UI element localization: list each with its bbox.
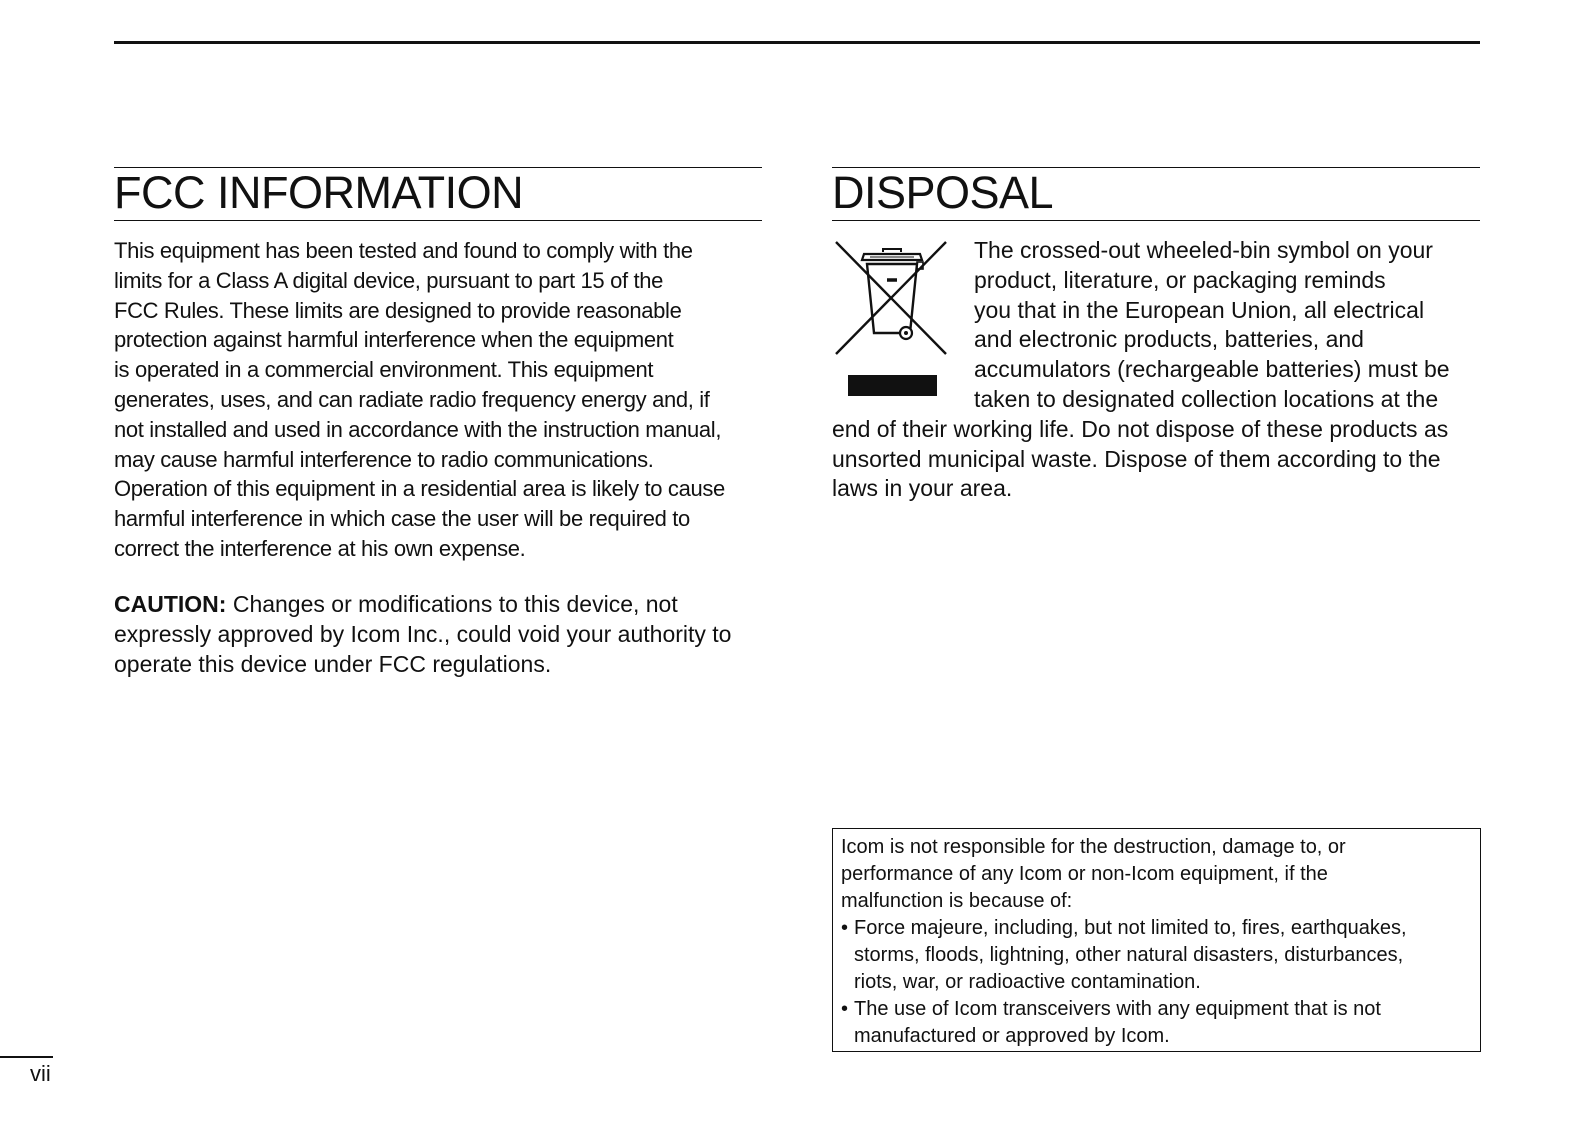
notice-list <box>841 915 1480 1050</box>
fcc-line: Operation of this equipment in a residential area is likely to cause <box>114 476 725 502</box>
page-number: vii <box>30 1061 51 1086</box>
fcc-title: FCC INFORMATION <box>114 167 524 218</box>
notice-line: The use of Icom transceivers with any equipment that is not <box>854 998 1381 1020</box>
disposal-line: accumulators (rechargeable batteries) must be <box>974 356 1450 383</box>
notice-line: manufactured or approved by Icom. <box>854 1025 1170 1047</box>
disposal-line: end of their working life. Do not dispose of these products as <box>832 415 1449 442</box>
disposal-line: and electronic products, batteries, and <box>974 326 1364 353</box>
notice-line: Force majeure, including, but not limited to, fires, earthquakes, <box>854 917 1407 939</box>
liability-notice-box <box>832 828 1481 1052</box>
disposal-line: product, literature, or packaging reminds <box>974 266 1386 293</box>
notice-line: storms, floods, lightning, other natural disasters, disturbances, <box>854 944 1404 966</box>
notice-line: Icom is not responsible for the destruction, damage to, or <box>841 836 1346 858</box>
top-rule <box>114 41 1480 44</box>
notice-line: riots, war, or radioactive contamination. <box>854 971 1201 993</box>
notice-line: performance of any Icom or non-Icom equipment, if the <box>841 863 1328 885</box>
bullet: • <box>841 917 849 939</box>
fcc-line: is operated in a commercial environment. This equipment <box>114 357 654 383</box>
disposal-line: taken to designated collection locations at the <box>974 385 1439 412</box>
caution-line: Changes or modifications to this device, not <box>226 591 678 617</box>
caution-line: expressly approved by Icom Inc., could void your authority to <box>114 620 732 647</box>
caution-paragraph <box>114 590 774 679</box>
disposal-title: DISPOSAL <box>832 167 1054 218</box>
page-number-rule <box>0 1056 53 1058</box>
disposal-section-header <box>832 167 1480 221</box>
disposal-line: laws in your area. <box>832 475 1013 502</box>
disposal-line: The crossed-out wheeled-bin symbol on your <box>974 237 1433 263</box>
notice-intro <box>841 834 1480 915</box>
notice-line: malfunction is because of: <box>841 890 1073 912</box>
list-item <box>841 915 1480 996</box>
fcc-section-header <box>114 167 762 221</box>
fcc-line: may cause harmful interference to radio communications. <box>114 446 654 472</box>
fcc-line: protection against harmful interference when the equipment <box>114 327 674 353</box>
list-item <box>841 996 1480 1050</box>
fcc-line: correct the interference at his own expense. <box>114 535 526 561</box>
fcc-line: generates, uses, and can radiate radio frequency energy and, if <box>114 386 710 412</box>
fcc-line: limits for a Class A digital device, pursuant to part 15 of the <box>114 267 664 293</box>
fcc-line: not installed and used in accordance with the instruction manual, <box>114 416 722 442</box>
disposal-body <box>832 236 1492 504</box>
fcc-line: harmful interference in which case the user will be required to <box>114 506 690 532</box>
disposal-line: you that in the European Union, all electrical <box>974 296 1425 323</box>
disposal-line: unsorted municipal waste. Dispose of them according to the <box>832 445 1441 472</box>
fcc-line: FCC Rules. These limits are designed to provide reasonable <box>114 297 682 323</box>
fcc-body <box>114 236 774 564</box>
fcc-line: This equipment has been tested and found to comply with the <box>114 238 693 263</box>
bullet: • <box>841 998 849 1020</box>
caution-line: operate this device under FCC regulations. <box>114 650 552 677</box>
caution-label: CAUTION: <box>114 591 227 617</box>
